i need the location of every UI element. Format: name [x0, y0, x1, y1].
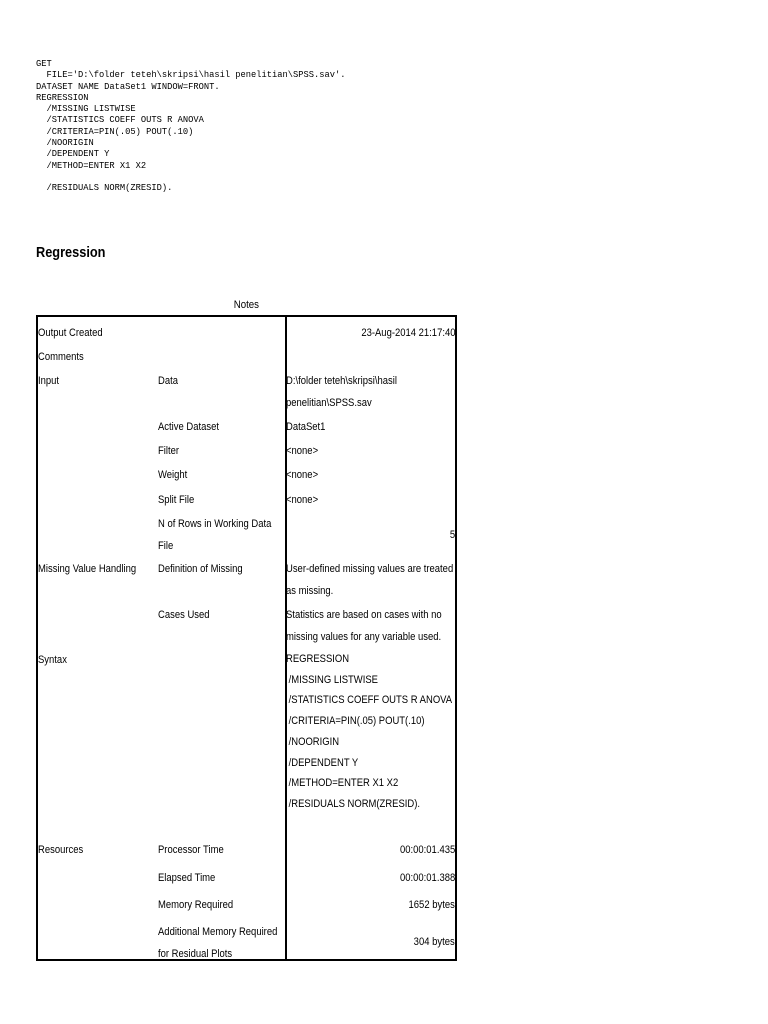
- syntax-label: Syntax: [38, 654, 67, 666]
- syntax-line: FILE='D:\folder teteh\skripsi\hasil penelitian\SPSS.sav'.: [36, 69, 346, 81]
- table-caption-text: Notes: [233, 299, 260, 311]
- data-value-line: penelitian\SPSS.sav: [286, 397, 372, 409]
- data-value-line: D:\folder teteh\skripsi\hasil: [286, 375, 397, 387]
- data-label: Data: [158, 375, 178, 387]
- input-label: Input: [38, 375, 60, 387]
- split-file-label: Split File: [158, 494, 195, 506]
- definition-line: as missing.: [286, 585, 334, 597]
- additional-memory-label-line: for Residual Plots: [158, 948, 233, 960]
- n-rows-label-line: N of Rows in Working Data: [158, 518, 272, 530]
- table-caption: [36, 299, 457, 311]
- notes-table: [36, 315, 457, 961]
- processor-time-value: 00:00:01.435: [399, 844, 455, 856]
- cases-used-label: Cases Used: [158, 609, 210, 621]
- processor-time-label: Processor Time: [158, 844, 224, 856]
- output-created-label: Output Created: [38, 327, 103, 339]
- syntax-line: /CRITERIA=PIN(.05) POUT(.10): [36, 125, 194, 137]
- section-heading: Regression: [36, 244, 106, 261]
- syntax-block: [36, 58, 345, 194]
- syntax-value-line: /RESIDUALS NORM(ZRESID).: [286, 797, 421, 810]
- syntax-line: GET: [36, 58, 52, 69]
- n-rows-label: [158, 513, 271, 557]
- syntax-value-line: /STATISTICS COEFF OUTS R ANOVA: [286, 694, 453, 707]
- split-file-value: <none>: [286, 494, 319, 506]
- comments-label: Comments: [38, 351, 84, 363]
- weight-value: <none>: [286, 469, 319, 481]
- weight-label: Weight: [158, 469, 188, 481]
- definition-of-missing-value: [286, 558, 453, 602]
- syntax-line: /STATISTICS COEFF OUTS R ANOVA: [36, 114, 204, 126]
- elapsed-time-label: Elapsed Time: [158, 872, 216, 884]
- elapsed-time-value: 00:00:01.388: [399, 872, 455, 884]
- filter-value: <none>: [286, 445, 319, 457]
- data-value: [286, 370, 397, 414]
- active-dataset-value: DataSet1: [286, 421, 326, 433]
- additional-memory-label-line: Additional Memory Required: [158, 926, 278, 938]
- syntax-line: /RESIDUALS NORM(ZRESID).: [36, 182, 173, 194]
- additional-memory-label: [158, 921, 277, 965]
- syntax-line: /DEPENDENT Y: [36, 148, 110, 160]
- cases-used-line: missing values for any variable used.: [286, 631, 442, 643]
- syntax-value-line: /DEPENDENT Y: [286, 756, 359, 769]
- cases-used-line: Statistics are based on cases with no: [286, 609, 442, 621]
- syntax-line: REGRESSION: [36, 91, 89, 103]
- definition-of-missing-label: Definition of Missing: [158, 563, 243, 575]
- definition-line: User-defined missing values are treated: [286, 563, 454, 575]
- syntax-value: [286, 649, 452, 815]
- cases-used-value: [286, 604, 442, 648]
- syntax-value-line: /CRITERIA=PIN(.05) POUT(.10): [286, 715, 425, 728]
- syntax-line: /METHOD=ENTER X1 X2: [36, 159, 147, 171]
- missing-value-handling-label: Missing Value Handling: [38, 563, 137, 575]
- memory-required-value: 1652 bytes: [408, 899, 455, 911]
- syntax-value-line: /MISSING LISTWISE: [286, 673, 378, 686]
- syntax-value-line: /NOORIGIN: [286, 735, 340, 748]
- filter-label: Filter: [158, 445, 180, 457]
- syntax-value-line: REGRESSION: [286, 653, 350, 665]
- syntax-line: /NOORIGIN: [36, 137, 94, 149]
- memory-required-label: Memory Required: [158, 899, 234, 911]
- additional-memory-value: 304 bytes: [413, 936, 455, 948]
- active-dataset-label: Active Dataset: [158, 421, 219, 433]
- resources-label: Resources: [38, 844, 84, 856]
- syntax-value-line: /METHOD=ENTER X1 X2: [286, 777, 399, 790]
- n-rows-value: 5: [449, 529, 455, 541]
- output-created-value: 23-Aug-2014 21:17:40: [360, 327, 455, 339]
- n-rows-label-line: File: [158, 540, 174, 552]
- syntax-line: /MISSING LISTWISE: [36, 103, 136, 115]
- syntax-line: [36, 171, 345, 182]
- syntax-line: DATASET NAME DataSet1 WINDOW=FRONT.: [36, 80, 220, 92]
